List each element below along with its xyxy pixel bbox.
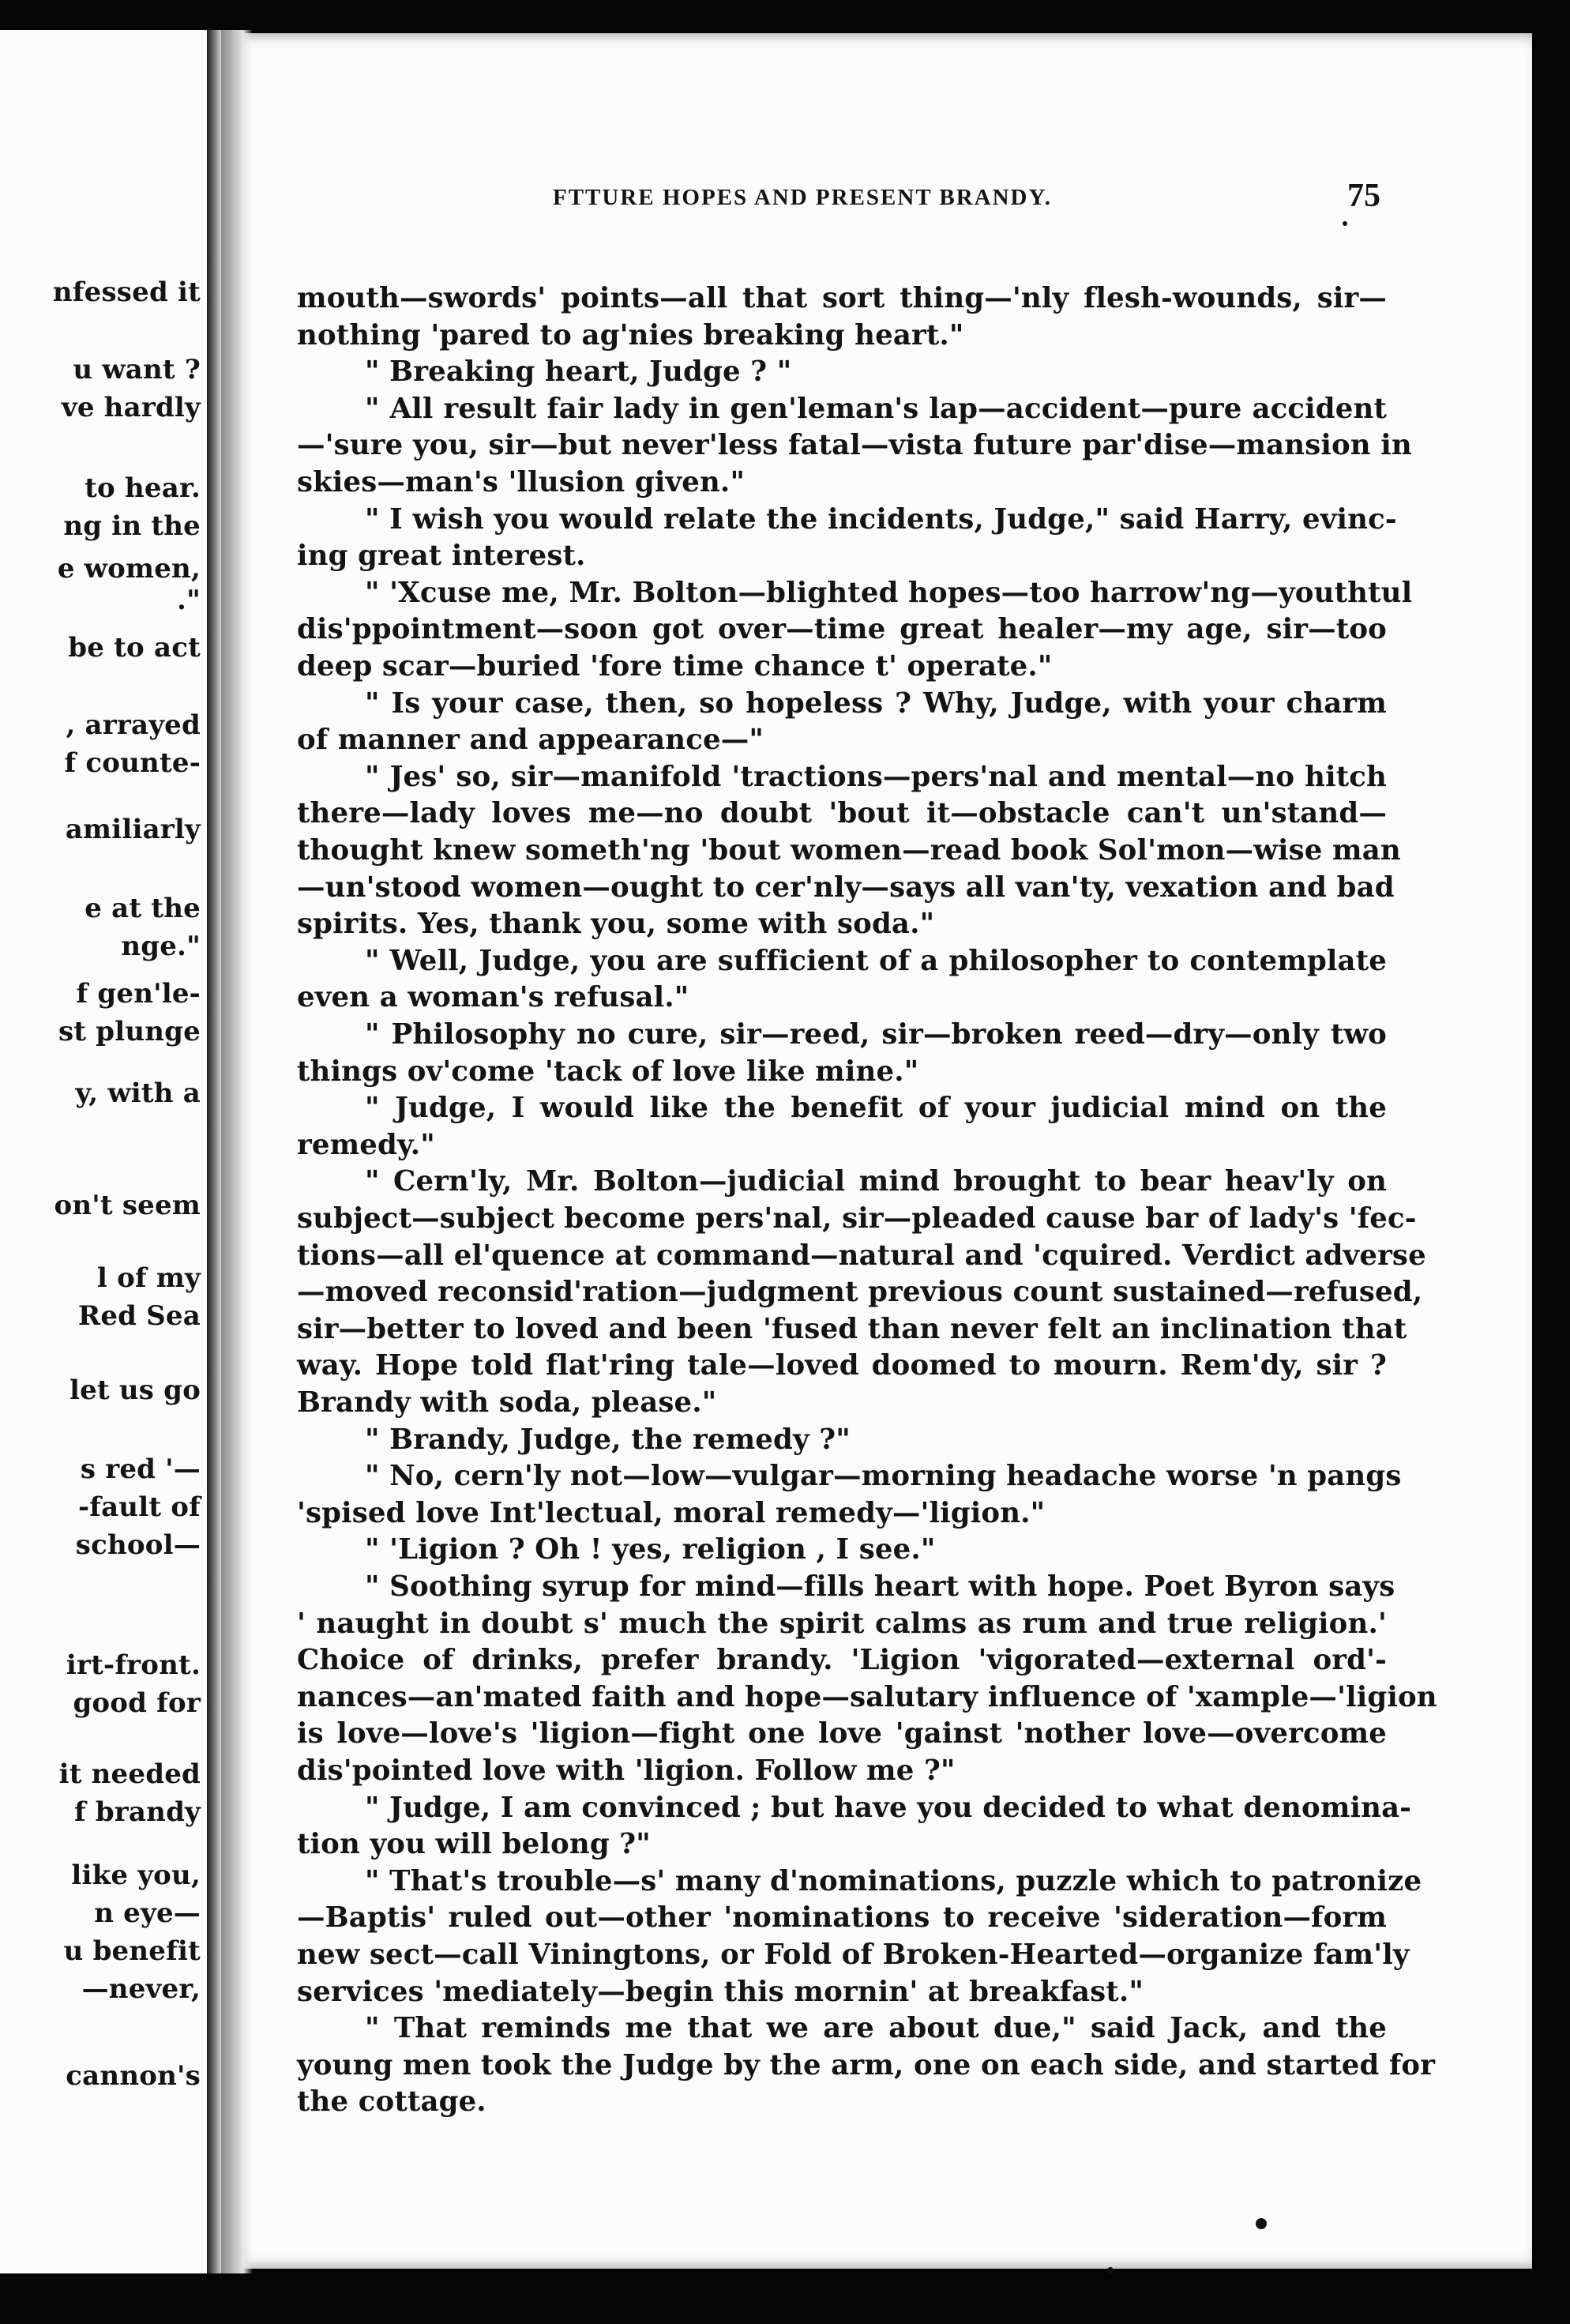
left-page-fragment: let us go bbox=[69, 1374, 201, 1406]
text-line: " Judge, I would like the benefit of your judicial mind on the bbox=[365, 1092, 1387, 1124]
text-line: " Is your case, then, so hopeless ? Why, Judge, with your charm bbox=[365, 687, 1387, 720]
text-line: ' naught in doubt s' much the spirit calms as rum and true religion.' bbox=[297, 1608, 1387, 1640]
text-line: services 'mediately—begin this mornin' at breakfast." bbox=[297, 1976, 1144, 2008]
text-line: " Soothing syrup for mind—fills heart with hope. Poet Byron says bbox=[365, 1570, 1395, 1603]
book-gutter bbox=[207, 30, 221, 2273]
left-page-fragment: school— bbox=[75, 1529, 201, 1561]
text-line: new sect—call Viningtons, or Fold of Broken-Hearted—organize fam'ly bbox=[297, 1939, 1410, 1971]
text-line: thought knew someth'ng 'bout women—read book Sol'mon—wise man bbox=[297, 834, 1401, 867]
text-line: " 'Ligion ? Oh ! yes, religion , I see." bbox=[365, 1533, 936, 1566]
text-line: tions—all el'quence at command—natural and 'cquired. Verdict adverse bbox=[297, 1239, 1426, 1272]
left-page-fragment: on't seem bbox=[54, 1190, 201, 1221]
left-page-fragment: , arrayed bbox=[66, 709, 201, 741]
left-page-fragment: nge." bbox=[121, 931, 201, 962]
left-page-fragment: be to act bbox=[68, 632, 201, 664]
gutter-shadow bbox=[221, 30, 253, 2273]
text-line: Choice of drinks, prefer brandy. 'Ligion 'vigorated—external ord'- bbox=[297, 1644, 1387, 1676]
text-line: " Judge, I am convinced ; but have you decided to what denomina- bbox=[365, 1792, 1412, 1824]
left-page-fragment: u benefit bbox=[63, 1935, 201, 1967]
text-line: " Cern'ly, Mr. Bolton—judicial mind brought to bear heav'ly on bbox=[365, 1165, 1387, 1198]
left-page-fragment: n eye— bbox=[94, 1897, 201, 1929]
text-line: things ov'come 'tack of love like mine." bbox=[297, 1055, 919, 1088]
ink-speck bbox=[1256, 2218, 1267, 2229]
left-page-fragment: like you, bbox=[71, 1860, 201, 1891]
text-line: there—lady loves me—no doubt 'bout it—obstacle can't un'stand— bbox=[297, 797, 1387, 829]
text-line: sir—better to loved and been 'fused than never felt an inclination that bbox=[297, 1313, 1407, 1345]
ink-speck bbox=[1343, 221, 1347, 226]
left-page-fragment: irt-front. bbox=[66, 1649, 201, 1681]
page-number: 75 bbox=[1347, 178, 1380, 214]
text-line: dis'pointed love with 'ligion. Follow me ?" bbox=[297, 1754, 956, 1787]
text-line: nances—an'mated faith and hope—salutary influence of 'xample—'ligion bbox=[297, 1681, 1437, 1713]
text-line: " All result fair lady in gen'leman's lap—accident—pure accident bbox=[365, 393, 1387, 425]
text-line: is love—love's 'ligion—fight one love 'gainst 'nother love—overcome bbox=[297, 1717, 1387, 1750]
left-page-fragment: f counte- bbox=[64, 747, 201, 779]
text-line: ing great interest. bbox=[297, 540, 586, 572]
text-line: tion you will belong ?" bbox=[297, 1828, 651, 1860]
left-page-fragment: amiliarly bbox=[65, 814, 201, 845]
left-page-fragment: y, with a bbox=[75, 1077, 201, 1109]
left-page-fragment: ng in the bbox=[63, 510, 201, 542]
text-line: " Brandy, Judge, the remedy ?" bbox=[365, 1423, 851, 1456]
left-page-fragment: ." bbox=[177, 585, 201, 616]
left-page-fragment: to hear. bbox=[85, 472, 201, 504]
left-page-fragment: st plunge bbox=[58, 1016, 201, 1047]
ink-speck bbox=[1107, 2267, 1114, 2273]
text-line: —'sure you, sir—but never'less fatal—vista future par'dise—mansion in bbox=[297, 429, 1412, 461]
text-line: " That reminds me that we are about due," said Jack, and the bbox=[365, 2012, 1387, 2044]
text-line: young men took the Judge by the arm, one on each side, and started for bbox=[297, 2049, 1436, 2081]
text-line: dis'ppointment—soon got over—time great healer—my age, sir—too bbox=[297, 613, 1387, 645]
text-line: " Jes' so, sir—manifold 'tractions—pers'nal and mental—no hitch bbox=[365, 761, 1387, 793]
left-page-fragment: f brandy bbox=[73, 1796, 201, 1828]
text-line: mouth—swords' points—all that sort thing—'nly flesh-wounds, sir— bbox=[297, 282, 1387, 314]
left-page-fragment: good for bbox=[73, 1687, 201, 1719]
text-line: " Breaking heart, Judge ? " bbox=[365, 355, 792, 388]
left-page-fragment: Red Sea bbox=[77, 1300, 201, 1332]
left-page-fragment: —never, bbox=[81, 1973, 201, 2005]
left-page bbox=[0, 30, 207, 2273]
text-line: Brandy with soda, please." bbox=[297, 1386, 717, 1419]
left-page-fragment: e women, bbox=[57, 553, 201, 585]
text-line: " That's trouble—s' many d'nominations, puzzle which to patronize bbox=[365, 1865, 1422, 1897]
text-line: of manner and appearance—" bbox=[297, 724, 764, 756]
text-line: —Baptis' ruled out—other 'nominations to receive 'sideration—form bbox=[297, 1901, 1387, 1934]
left-page-fragment: cannon's bbox=[66, 2060, 201, 2092]
left-page-fragment: s red '— bbox=[80, 1453, 201, 1485]
text-line: " 'Xcuse me, Mr. Bolton—blighted hopes—too harrow'ng—youthtul bbox=[365, 577, 1413, 609]
text-line: deep scar—buried 'fore time chance t' operate." bbox=[297, 650, 1053, 683]
left-page-fragment: u want ? bbox=[73, 354, 201, 385]
left-page-fragment: nfessed it bbox=[52, 276, 201, 308]
text-line: even a woman's refusal." bbox=[297, 981, 689, 1013]
text-line: the cottage. bbox=[297, 2085, 486, 2118]
text-line: skies—man's 'llusion given." bbox=[297, 466, 746, 498]
text-line: remedy." bbox=[297, 1129, 435, 1161]
left-page-fragment: ve hardly bbox=[61, 392, 201, 423]
left-page-fragment: e at the bbox=[85, 893, 201, 924]
text-line: " No, cern'ly not—low—vulgar—morning headache worse 'n pangs bbox=[365, 1460, 1402, 1492]
text-line: way. Hope told flat'ring tale—loved doomed to mourn. Rem'dy, sir ? bbox=[297, 1349, 1387, 1382]
text-line: spirits. Yes, thank you, some with soda." bbox=[297, 908, 935, 940]
text-line: " Well, Judge, you are sufficient of a philosopher to contemplate bbox=[365, 945, 1387, 977]
left-page-fragment: -fault of bbox=[77, 1491, 201, 1523]
text-line: nothing 'pared to ag'nies breaking heart." bbox=[297, 319, 964, 352]
running-head: FTTURE HOPES AND PRESENT BRANDY. bbox=[553, 185, 1053, 210]
text-line: —moved reconsid'ration—judgment previous count sustained—refused, bbox=[297, 1276, 1423, 1308]
text-line: subject—subject become pers'nal, sir—pleaded cause bar of lady's 'fec- bbox=[297, 1202, 1417, 1235]
text-line: —un'stood women—ought to cer'nly—says all van'ty, vexation and bad bbox=[297, 871, 1395, 904]
text-line: " Philosophy no cure, sir—reed, sir—broken reed—dry—only two bbox=[365, 1018, 1387, 1051]
text-line: " I wish you would relate the incidents, Judge," said Harry, evinc- bbox=[365, 503, 1397, 536]
left-page-fragment: l of my bbox=[96, 1262, 201, 1294]
text-line: 'spised love Int'lectual, moral remedy—'ligion." bbox=[297, 1497, 1046, 1529]
left-page-fragment: f gen'le- bbox=[76, 978, 201, 1010]
left-page-fragment: it needed bbox=[58, 1758, 201, 1790]
